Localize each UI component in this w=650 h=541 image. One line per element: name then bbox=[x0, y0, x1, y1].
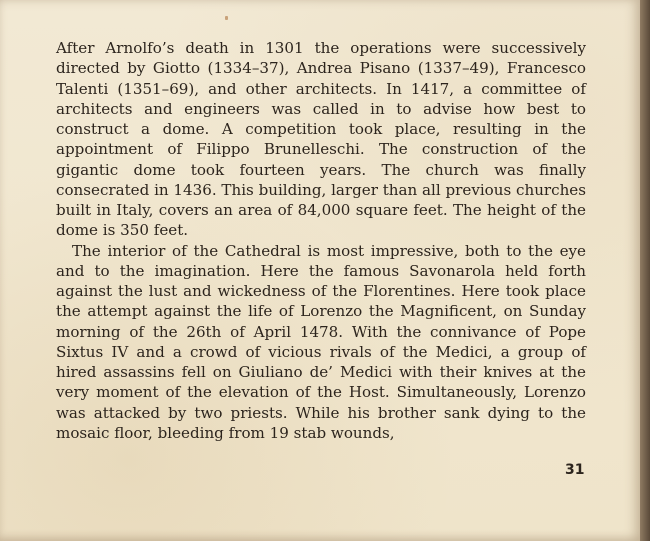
paragraph-1: After Arnolfo’s death in 1301 the operations were successively directed by Giotto (1334–37), Andrea Pisano (1337–49), Francesco Talenti (1351–69), and other architects. In 1417, a committee of architects and engineers was called in to advise how best to construct a dome. A competition took place, resulting in the appointment of Filippo Brunelleschi. The construction of the gigantic dome took fourteen years. The church was finally consecrated in 1436. This building, larger than all previous churches built in Italy, covers an area of 84,000 square feet. The height of the dome is 350 feet. bbox=[56, 39, 586, 240]
body-text bbox=[56, 38, 586, 443]
page-number: 31 bbox=[565, 462, 585, 478]
print-mark bbox=[225, 16, 228, 20]
paragraph-2: The interior of the Cathedral is most impressive, both to the eye and to the imagination. Here the famous Savonarola held forth against the lust and wickedness of the Florentines. Here took place the attempt against the life of Lorenzo the Magnificent, on Sunday morning of the 26th of April 1478. With the connivance of Pope Sixtus IV and a crowd of vicious rivals of the Medici, a group of hired assassins fell on Giuliano de’ Medici with their knives at the very moment of the elevation of the Host. Simultaneously, Lorenzo was attacked by two priests. While his brother sank dying to the mosaic floor, bleeding from 19 stab wounds, bbox=[56, 241, 586, 442]
book-spine-edge bbox=[640, 0, 650, 541]
